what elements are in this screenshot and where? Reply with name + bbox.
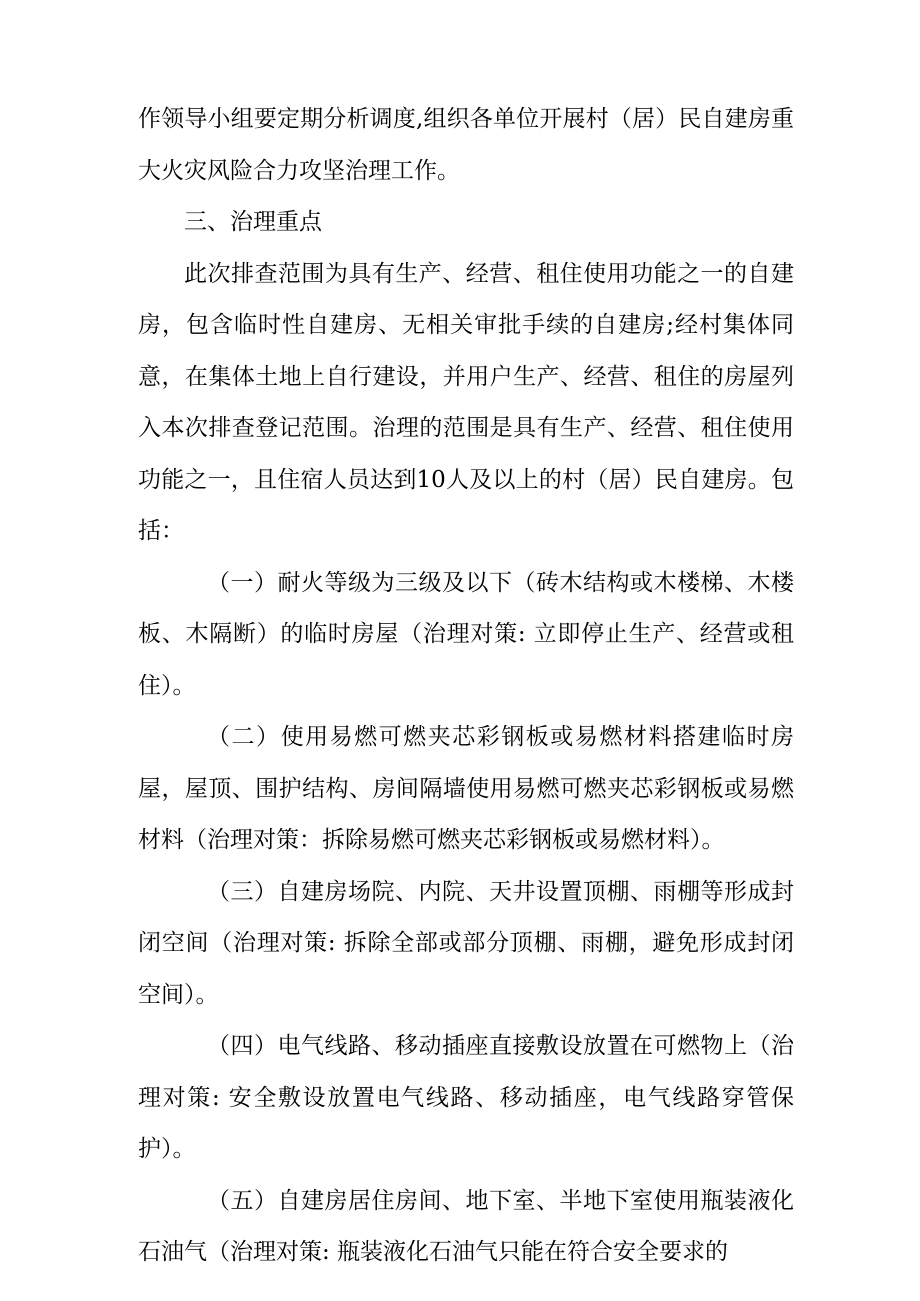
list-item-4: （四）电气线路、移动插座直接敷设放置在可燃物上（治理对策: 安全敷设放置电气线路、移动插座，电气线路穿管保护）。 [138, 1033, 794, 1162]
section-heading: 三、治理重点 [184, 209, 322, 235]
list-item-3: （三）自建房场院、内院、天井设置顶棚、雨棚等形成封闭空间（治理对策: 拆除全部或部分顶棚、雨棚，避免形成封闭空间）。 [138, 878, 794, 1008]
document-page [138, 94, 794, 1279]
list-item-2: （二）使用易燃可燃夹芯彩钢板或易燃材料搭建临时房屋，屋顶、围护结构、房间隔墙使用易燃可燃夹芯彩钢板或易燃材料（治理对策：拆除易燃可燃夹芯彩钢板或易燃材料）。 [138, 724, 794, 853]
body-paragraph: 此次排查范围为具有生产、经营、租住使用功能之一的自建房，包含临时性自建房、无相关审批手续的自建房;经村集体同意，在集体土地上自行建设，并用户生产、经营、租住的房屋列入本次排查登记范围。治理的范围是具有生产、经营、租住使用功能之一，且住宿人员达到10人及以上的村（居）民自建房。包括： [138, 260, 794, 544]
list-item-5: （五）自建房居住房间、地下室、半地下室使用瓶装液化石油气（治理对策: 瓶装液化石油气只能在符合安全要求的 [138, 1187, 794, 1265]
list-item-1: （一）耐火等级为三级及以下（砖木结构或木楼梯、木楼板、木隔断）的临时房屋（治理对策: 立即停止生产、经营或租住）。 [138, 569, 794, 699]
continuation-paragraph: 作领导小组要定期分析调度,组织各单位开展村（居）民自建房重大火灾风险合力攻坚治理工作。 [138, 106, 794, 184]
